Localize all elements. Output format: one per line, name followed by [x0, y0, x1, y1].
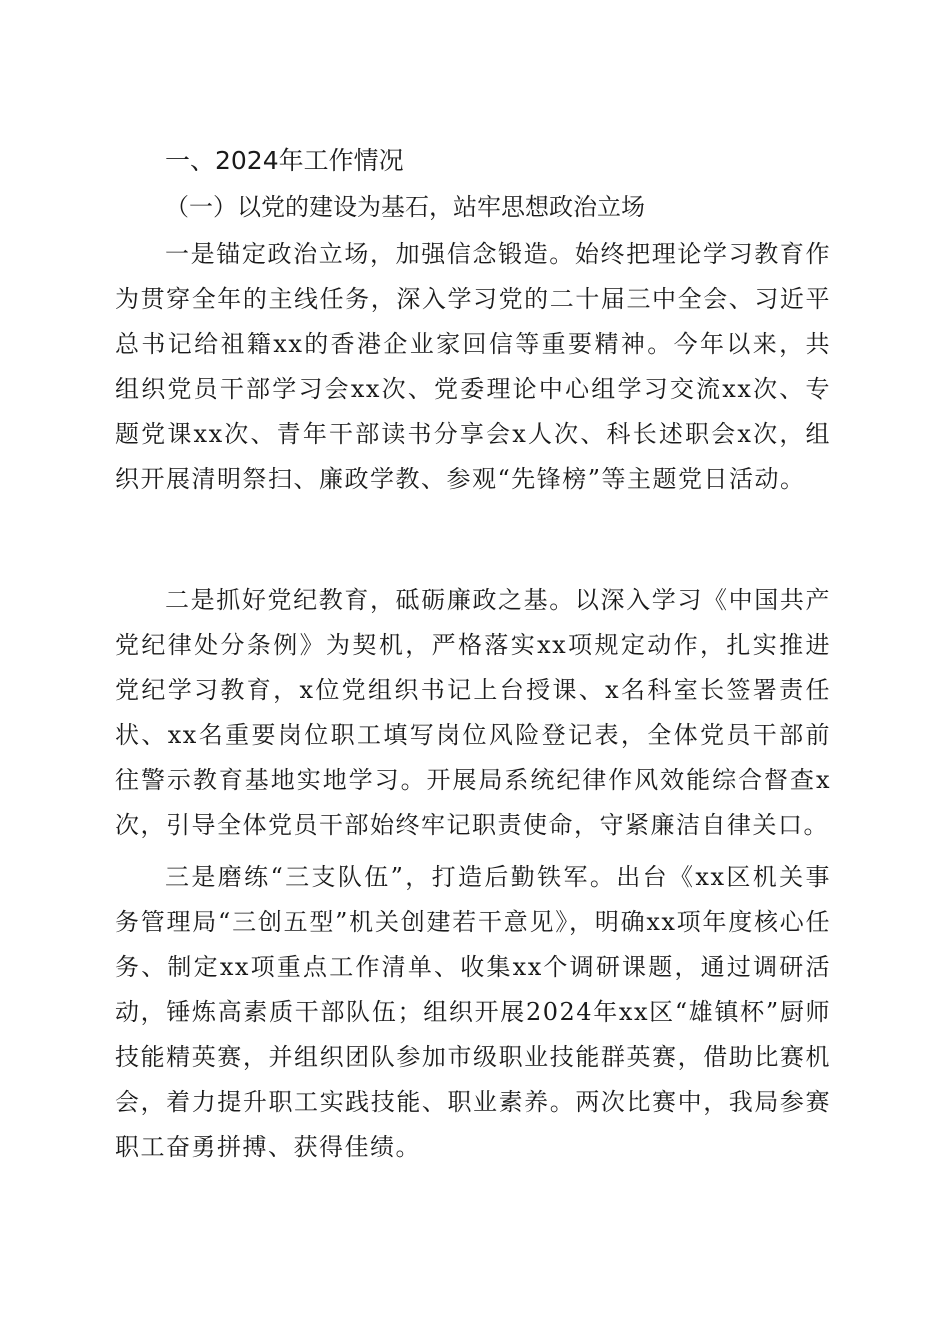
section-heading: 一、2024年工作情况 — [165, 146, 404, 175]
paragraph-political-stance — [115, 232, 831, 502]
paragraph-lead: 三是磨练“三支队伍”，打造后勤铁军。 — [165, 863, 617, 891]
paragraph-discipline-education — [115, 578, 831, 848]
paragraph-lead: 二是抓好党纪教育，砥砺廉政之基。 — [165, 586, 575, 614]
paragraph-lead: 一是锚定政治立场，加强信念锻造。 — [165, 240, 575, 268]
paragraph-team-building — [115, 855, 831, 1170]
paragraph-body: 始终把理论学习教育作为贯穿全年的主线任务，深入学习党的二十届三中全会、习近平总书记给祖籍xx的香港企业家回信等重要精神。今年以来，共组织党员干部学习会xx次、党委理论中心组学习交流xx次、专题党课xx次、青年干部读书分享会x人次、科长述职会x次，组织开展清明祭扫、廉政学教、参观“先锋榜”等主题党日活动。 — [115, 240, 832, 493]
paragraph-body: 以深入学习《中国共产党纪律处分条例》为契机，严格落实xx项规定动作，扎实推进党纪学习教育，x位党组织书记上台授课、x名科室长签署责任状、xx名重要岗位职工填写岗位风险登记表，全体党员干部前往警示教育基地实地学习。开展局系统纪律作风效能综合督查x次，引导全体党员干部始终牢记职责使命，守紧廉洁自律关口。 — [115, 586, 832, 839]
paragraph-body: 出台《xx区机关事务管理局“三创五型”机关创建若干意见》，明确xx项年度核心任务、制定xx项重点工作清单、收集xx个调研课题，通过调研活动，锤炼高素质干部队伍；组织开展2024年xx区“雄镇杯”厨师技能精英赛，并组织团队参加市级职业技能群英赛，借助比赛机会，着力提升职工实践技能、职业素养。两次比赛中，我局参赛职工奋勇拼搏、获得佳绩。 — [115, 863, 831, 1161]
sub-heading: （一）以党的建设为基石，站牢思想政治立场 — [165, 193, 645, 221]
